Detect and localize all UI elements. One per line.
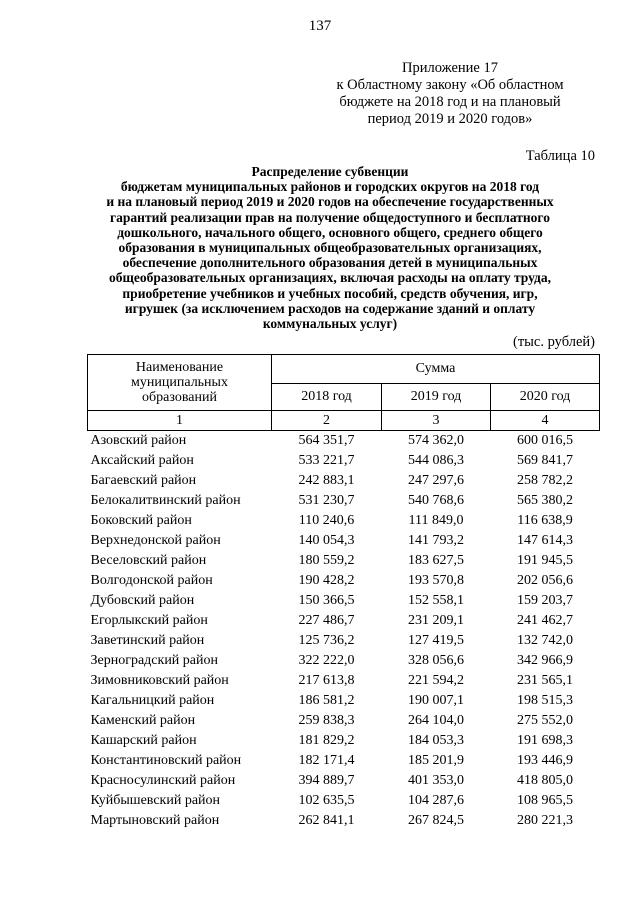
amount-2020: 116 638,9 [517,513,573,528]
amount-2019: 104 287,6 [408,793,464,808]
table-row [88,451,600,471]
amount-2018: 140 054,3 [298,533,355,548]
table-row [88,471,600,491]
table-row [88,431,600,452]
amount-2020: 202 056,6 [517,573,573,588]
year-header-2018: 2018 год [272,384,382,411]
amount-2018: 533 221,7 [298,453,355,468]
amount-2020: 191 698,3 [517,733,573,748]
table-row [88,691,600,711]
amount-2018: 394 889,7 [298,773,355,788]
amount-2020: 342 966,9 [517,653,573,668]
municipality-name: Белокалитвинский район [90,493,241,508]
column-header-sum: Сумма [272,355,600,384]
amount-2020: 191 945,5 [517,553,573,568]
amount-2019: 183 627,5 [408,553,464,568]
amount-2019: 231 209,1 [408,613,464,628]
table-row [88,791,600,811]
title-line: бюджетам муниципальных районов и городских округов на 2018 год [120,179,540,195]
column-number-row [88,411,600,431]
subvention-table [87,354,600,831]
title-line: общеобразовательных организациях, включая расходы на оплату труда, [109,270,551,286]
municipality-name: Егорлыкский район [90,613,208,628]
year-header-2020: 2020 год [491,384,600,411]
amount-2019: 247 297,6 [408,473,464,488]
amount-2019: 190 007,1 [408,693,464,708]
amount-2019: 264 104,0 [408,713,464,728]
column-header-name [88,355,272,411]
amount-2018: 180 559,2 [298,553,355,568]
title-line: приобретение учебников и учебных пособий, средств обучения, игр, [122,285,538,301]
municipality-name: Заветинский район [90,633,205,648]
amount-2020: 258 782,2 [517,473,573,488]
table-row [88,651,600,671]
municipality-name: Каменский район [90,713,196,728]
municipality-name: Верхнедонской район [90,533,221,548]
header-name-line: муниципальных [131,375,228,390]
header-name-line: Наименование [135,360,224,375]
municipality-name: Зимовниковский район [90,673,229,688]
column-number: 1 [88,411,272,431]
municipality-name: Дубовский район [90,593,195,608]
amount-2019: 111 849,0 [408,513,464,528]
header-row [88,355,600,384]
amount-2020: 280 221,3 [517,813,573,828]
amount-2020: 159 203,7 [517,593,573,608]
amount-2018: 242 883,1 [298,473,355,488]
amount-2018: 564 351,7 [298,433,355,448]
title-line: игрушек (за исключением расходов на содержание зданий и оплату [124,300,536,316]
amount-2018: 262 841,1 [298,813,355,828]
municipality-name: Волгодонской район [90,573,213,588]
appendix-line: период 2019 и 2020 годов» [367,111,533,127]
amount-2018: 190 428,2 [298,573,355,588]
amount-2018: 217 613,8 [298,673,355,688]
amount-2020: 565 380,2 [517,493,573,508]
amount-2019: 574 362,0 [408,433,464,448]
title-line: гарантий реализации прав на получение общедоступного и бесплатного [110,209,550,225]
municipality-name: Кагальницкий район [90,693,215,708]
title-line: образования в муниципальных общеобразовательных организациях, [118,240,542,256]
amount-2020: 569 841,7 [517,453,573,468]
title-line: коммунальных услуг) [262,316,398,332]
amount-2020: 418 805,0 [517,773,573,788]
table-row [88,711,600,731]
amount-2019: 544 086,3 [408,453,464,468]
municipality-name: Красносулинский район [90,773,236,788]
table-title [60,164,600,331]
table-row [88,551,600,571]
appendix-line: бюджете на 2018 год и на плановый [339,94,561,110]
municipality-name: Веселовский район [90,553,207,568]
municipality-name: Азовский район [90,433,187,448]
table-row [88,811,600,831]
table-row [88,591,600,611]
amount-2020: 147 614,3 [517,533,573,548]
column-number: 3 [382,411,491,431]
amount-2020: 108 965,5 [517,793,573,808]
table-row [88,771,600,791]
municipality-name: Боковский район [90,513,192,528]
amount-2020: 132 742,0 [517,633,573,648]
amount-2018: 110 240,6 [298,513,355,528]
amount-2020: 193 446,9 [517,753,573,768]
column-number: 2 [272,411,382,431]
municipality-name: Зерноградский район [90,653,218,668]
amount-2019: 127 419,5 [408,633,464,648]
title-line: дошкольного, начального общего, основного общего, среднего общего [117,224,543,240]
amount-2018: 227 486,7 [298,613,355,628]
amount-2019: 152 558,1 [408,593,464,608]
amount-2019: 401 353,0 [408,773,464,788]
table-row [88,751,600,771]
appendix-line: к Областному закону «Об областном [336,77,564,93]
amount-2020: 198 515,3 [517,693,573,708]
page-number: 137 [308,18,332,34]
amount-2019: 141 793,2 [408,533,464,548]
table-row [88,511,600,531]
header-name-line: образований [142,390,217,405]
amount-2018: 182 171,4 [298,753,355,768]
amount-2019: 267 824,5 [408,813,464,828]
amount-2020: 241 462,7 [517,613,573,628]
table-row [88,631,600,651]
municipality-name: Мартыновский район [90,813,220,828]
municipality-name: Константиновский район [90,753,242,768]
table-row [88,611,600,631]
municipality-name: Кашарский район [90,733,197,748]
amount-2020: 600 016,5 [517,433,573,448]
amount-2018: 181 829,2 [298,733,355,748]
amount-2019: 328 056,6 [408,653,464,668]
table-row [88,531,600,551]
amount-2019: 540 768,6 [408,493,464,508]
amount-2018: 531 230,7 [298,493,355,508]
table-row [88,671,600,691]
amount-2018: 125 736,2 [298,633,355,648]
amount-2018: 186 581,2 [298,693,355,708]
amount-2019: 221 594,2 [408,673,464,688]
units-label: (тыс. рублей) [513,334,595,350]
table-row [88,491,600,511]
amount-2020: 275 552,0 [517,713,573,728]
appendix-line: Приложение 17 [402,60,498,76]
appendix-reference [300,60,600,128]
municipality-name: Куйбышевский район [90,793,221,808]
year-header-2019: 2019 год [382,384,491,411]
amount-2020: 231 565,1 [517,673,573,688]
title-line: обеспечение дополнительного образования детей в муниципальных [122,255,538,271]
column-number: 4 [491,411,600,431]
amount-2018: 150 366,5 [298,593,355,608]
table-body [88,355,600,832]
amount-2019: 193 570,8 [408,573,464,588]
title-line: Распределение субвенции [251,164,409,179]
amount-2018: 259 838,3 [298,713,355,728]
municipality-name: Багаевский район [90,473,197,488]
amount-2018: 102 635,5 [298,793,355,808]
table-number: Таблица 10 [525,148,595,164]
amount-2018: 322 222,0 [298,653,355,668]
municipality-name: Аксайский район [90,453,194,468]
amount-2019: 184 053,3 [408,733,464,748]
title-line: и на плановый период 2019 и 2020 годов на обеспечение государственных [106,194,554,210]
table-row [88,571,600,591]
amount-2019: 185 201,9 [408,753,464,768]
table-row [88,731,600,751]
